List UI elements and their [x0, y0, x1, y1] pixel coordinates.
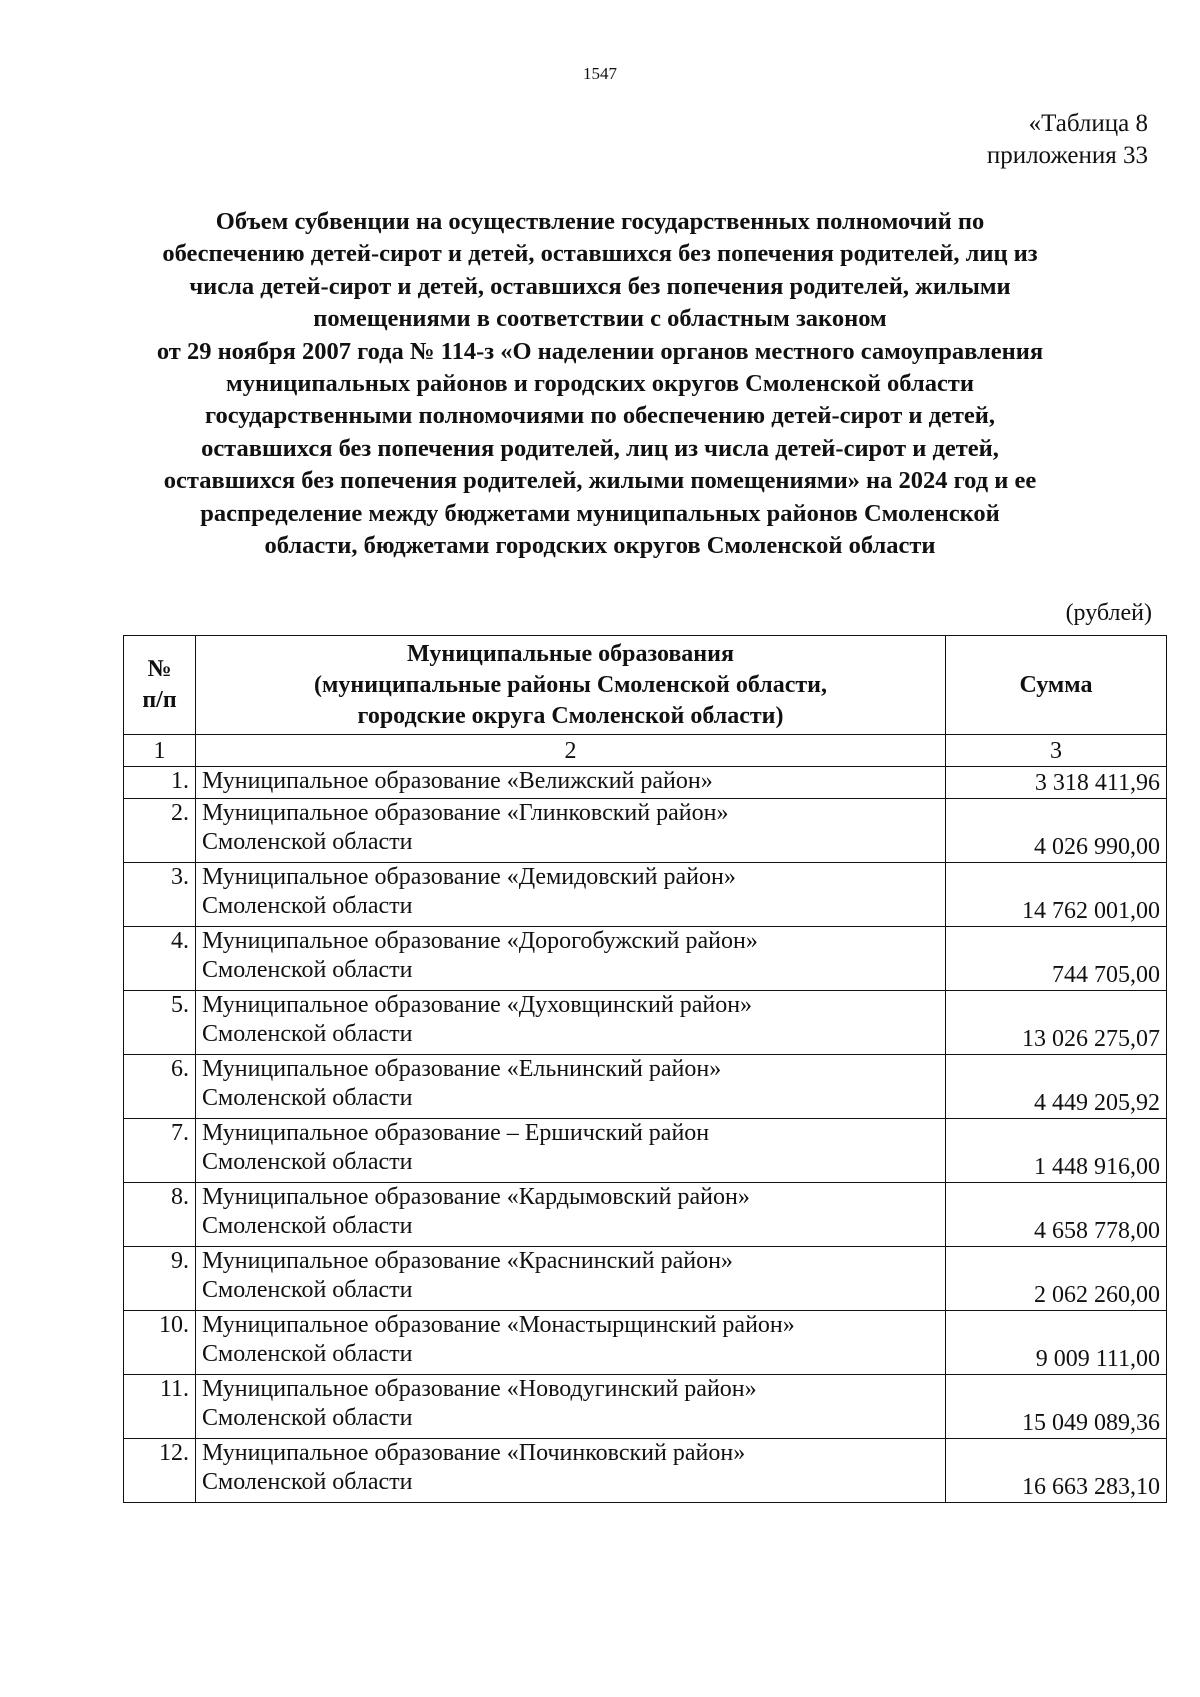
row-sum: 744 705,00 [946, 927, 1167, 991]
row-sum: 4 658 778,00 [946, 1183, 1167, 1247]
column-index: 3 [946, 735, 1167, 767]
row-municipality: Муниципальное образование «Духовщинский район» Смоленской области [196, 991, 946, 1055]
row-municipality: Муниципальное образование «Глинковский район» Смоленской области [196, 799, 946, 863]
table-row [124, 991, 1167, 1055]
row-number: 5. [124, 991, 196, 1055]
title-line: числа детей-сирот и детей, оставшихся без попечения родителей, жилыми [189, 272, 1011, 300]
row-sum: 3 318 411,96 [946, 767, 1167, 799]
title-line: оставшихся без попечения родителей, жилыми помещениями» на 2024 год и ее [163, 467, 1037, 495]
row-municipality: Муниципальное образование «Монастырщинский район» Смоленской области [196, 1311, 946, 1375]
row-municipality: Муниципальное образование «Ельнинский район» Смоленской области [196, 1055, 946, 1119]
title-line: от 29 ноября 2007 года № 114-з «О наделении органов местного самоуправления [156, 337, 1044, 365]
page-number: 1547 [583, 64, 617, 83]
table-row [124, 1183, 1167, 1247]
table-row [124, 1439, 1167, 1503]
row-municipality: Муниципальное образование «Кардымовский район» Смоленской области [196, 1183, 946, 1247]
table-row [124, 767, 1167, 799]
table-row [124, 1247, 1167, 1311]
row-sum: 4 026 990,00 [946, 799, 1167, 863]
row-municipality: Муниципальное образование «Дорогобужский район» Смоленской области [196, 927, 946, 991]
row-number: 2. [124, 799, 196, 863]
title-line: помещениями в соответствии с областным законом [313, 305, 887, 333]
column-index: 2 [196, 735, 946, 767]
row-number: 3. [124, 863, 196, 927]
row-sum: 1 448 916,00 [946, 1119, 1167, 1183]
row-sum: 14 762 001,00 [946, 863, 1167, 927]
column-index: 1 [124, 735, 196, 767]
title-line: распределение между бюджетами муниципальных районов Смоленской [200, 499, 1000, 527]
table-row [124, 799, 1167, 863]
table-row [124, 1119, 1167, 1183]
title-line: государственными полномочиями по обеспечению детей-сирот и детей, [204, 402, 996, 430]
row-municipality: Муниципальное образование «Демидовский район» Смоленской области [196, 863, 946, 927]
table-row [124, 1055, 1167, 1119]
row-number: 7. [124, 1119, 196, 1183]
table-row [124, 863, 1167, 927]
row-number: 8. [124, 1183, 196, 1247]
row-municipality: Муниципальное образование «Велижский район» [196, 767, 946, 799]
row-number: 11. [124, 1375, 196, 1439]
table-row [124, 927, 1167, 991]
header-sum: Сумма [946, 636, 1167, 735]
header-number: № п/п [124, 636, 196, 735]
table-row [124, 1375, 1167, 1439]
table-row [124, 1311, 1167, 1375]
row-sum: 9 009 111,00 [946, 1311, 1167, 1375]
row-sum: 13 026 275,07 [946, 991, 1167, 1055]
row-number: 6. [124, 1055, 196, 1119]
row-sum: 2 062 260,00 [946, 1247, 1167, 1311]
row-municipality: Муниципальное образование – Ершичский район Смоленской области [196, 1119, 946, 1183]
units-label: (рублей) [1065, 600, 1152, 626]
title-line: области, бюджетами городских округов Смоленской области [264, 532, 936, 560]
row-number: 4. [124, 927, 196, 991]
row-number: 1. [124, 767, 196, 799]
title-line: Объем субвенции на осуществление государственных полномочий по [215, 208, 985, 235]
table-header-row [124, 636, 1167, 735]
title-line: оставшихся без попечения родителей, лиц из числа детей-сирот и детей, [201, 434, 999, 462]
table-reference-line1: «Таблица 8 [1028, 110, 1148, 137]
row-sum: 4 449 205,92 [946, 1055, 1167, 1119]
row-municipality: Муниципальное образование «Краснинский район» Смоленской области [196, 1247, 946, 1311]
header-municipality: Муниципальные образования (муниципальные районы Смоленской области, городские округа Смоленской области) [196, 636, 946, 735]
row-number: 9. [124, 1247, 196, 1311]
title-line: муниципальных районов и городских округов Смоленской области [226, 370, 974, 398]
title-line: обеспечению детей-сирот и детей, оставшихся без попечения родителей, лиц из [162, 240, 1038, 268]
row-sum: 16 663 283,10 [946, 1439, 1167, 1503]
column-index-row [124, 735, 1167, 767]
row-municipality: Муниципальное образование «Починковский район» Смоленской области [196, 1439, 946, 1503]
row-sum: 15 049 089,36 [946, 1375, 1167, 1439]
document-title [100, 206, 1100, 562]
subvention-table [123, 635, 1167, 1503]
row-number: 10. [124, 1311, 196, 1375]
row-number: 12. [124, 1439, 196, 1503]
row-municipality: Муниципальное образование «Новодугинский район» Смоленской области [196, 1375, 946, 1439]
table-reference-line2: приложения 33 [986, 142, 1148, 169]
table-reference [987, 108, 1148, 172]
